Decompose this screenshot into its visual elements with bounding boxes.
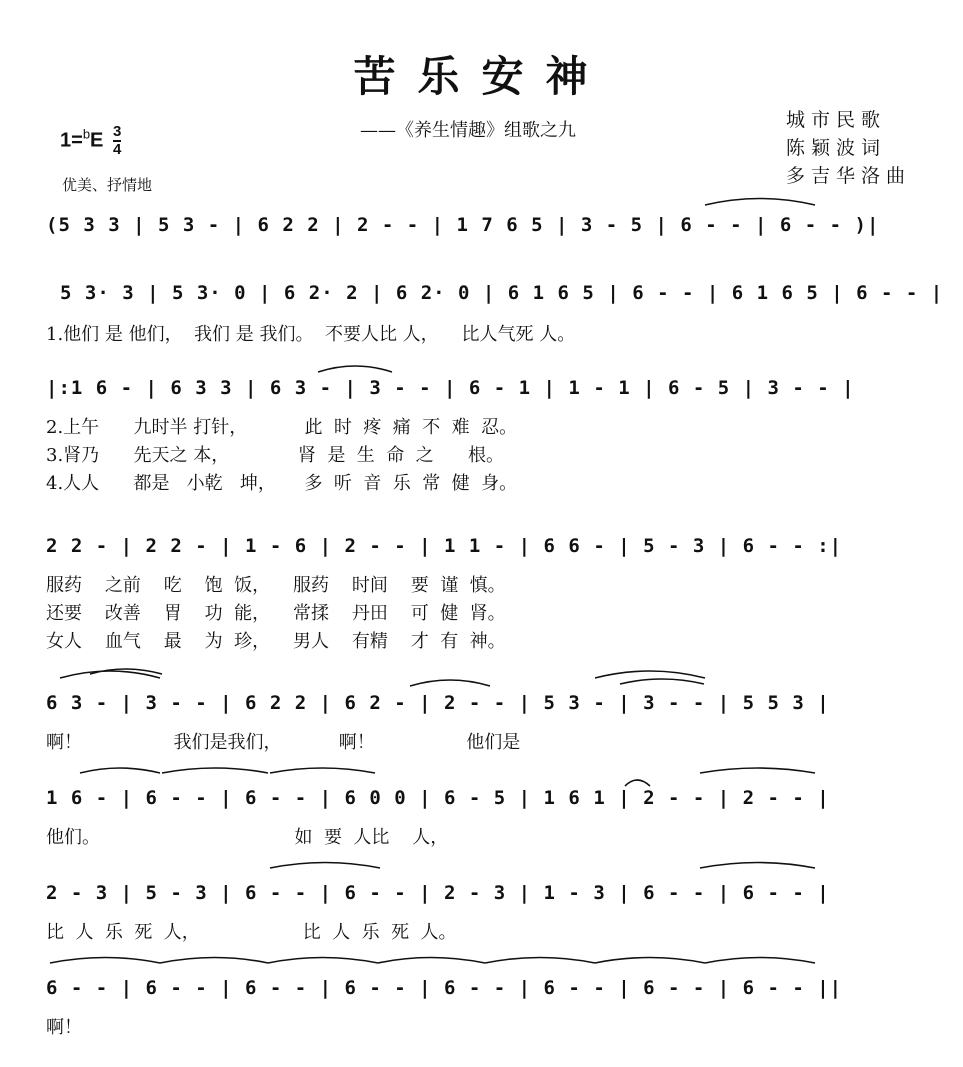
- credit-genre: 城市民歌: [786, 109, 887, 131]
- lyric-line: 他们。 如 要 人比 人，: [46, 827, 449, 848]
- tie: [378, 958, 485, 964]
- lyric-line: 1.他们 是 他们， 我们 是 我们。 不要人比 人， 比人气死 人。: [46, 324, 576, 345]
- credit-lyricist: 陈颖波词: [786, 137, 887, 159]
- key-prefix: 1=: [60, 129, 83, 152]
- notes-line: 1 6 - | 6 - - | 6 - - | 6 0 0 | 6 - 5 | 1 6 1 | 2 - - | 2 - - |: [46, 787, 830, 809]
- lyric-line: 还要 改善 胃 功 能， 常揉 丹田 可 健 肾。: [46, 603, 506, 624]
- notes-line: (5 3 3 | 5 3 - | 6 2 2 | 2 - - | 1 7 6 5 | 3 - 5 | 6 - - | 6 - - )|: [46, 214, 880, 236]
- lyric-line: 比 人 乐 死 人， 比 人 乐 死 人。: [46, 922, 457, 943]
- time-denominator: 4: [112, 141, 122, 158]
- notes-line: |:1 6 - | 6 3 3 | 6 3 - | 3 - - | 6 - 1 | 1 - 1 | 6 - 5 | 3 - - |: [46, 377, 855, 399]
- tie: [270, 768, 375, 773]
- tie: [160, 958, 268, 964]
- notes-line: 2 - 3 | 5 - 3 | 6 - - | 6 - - | 2 - 3 | 1 - 3 | 6 - - | 6 - - |: [46, 882, 830, 904]
- tie: [60, 671, 160, 678]
- notes-line: 5 3· 3 | 5 3· 0 | 6 2· 2 | 6 2· 0 | 6 1 6 5 | 6 - - | 6 1 6 5 | 6 - - |: [60, 282, 944, 304]
- tie: [270, 863, 380, 869]
- song-subtitle: ——《养生情趣》组歌之九: [360, 120, 576, 141]
- tie: [595, 671, 705, 678]
- notes-line: 2 2 - | 2 2 - | 1 - 6 | 2 - - | 1 1 - | 6 6 - | 5 - 3 | 6 - - :|: [46, 535, 843, 557]
- key-letter: E: [90, 129, 104, 152]
- flat-sign: b: [82, 126, 91, 142]
- lyric-line: 4.人人 都是 小乾 坤， 多 听 音 乐 常 健 身。: [46, 473, 518, 494]
- lyric-line: 2.上午 九时半 打针， 此 时 疼 痛 不 难 忍。: [46, 417, 518, 438]
- time-numerator: 3: [112, 123, 122, 140]
- tie: [162, 768, 268, 773]
- notes-line: 6 3 - | 3 - - | 6 2 2 | 6 2 - | 2 - - | 5 3 - | 3 - - | 5 5 3 |: [46, 692, 830, 714]
- lyric-line: 啊！: [46, 1017, 82, 1038]
- tie: [50, 958, 160, 964]
- tie: [318, 366, 392, 372]
- tie: [705, 958, 815, 964]
- tie: [620, 679, 704, 684]
- tie: [485, 958, 595, 964]
- tie: [700, 768, 815, 773]
- credit-composer: 多吉华洛曲: [786, 165, 912, 187]
- tie: [410, 680, 490, 686]
- tempo-marking: 优美、抒情地: [62, 176, 153, 194]
- tie: [625, 780, 650, 786]
- tie: [700, 863, 815, 869]
- tie: [80, 768, 160, 773]
- lyric-line: 服药 之前 吃 饱 饭， 服药 时间 要 谨 慎。: [46, 575, 506, 596]
- song-title: 苦乐安神: [353, 52, 610, 101]
- lyric-line: 女人 血气 最 为 珍， 男人 有精 才 有 神。: [46, 631, 506, 652]
- lyric-line: 3.肾乃 先天之 本， 肾 是 生 命 之 根。: [46, 445, 504, 466]
- lyric-line: 啊！ 我们是我们， 啊！ 他们是: [46, 732, 521, 753]
- tie: [268, 958, 378, 964]
- notes-line: 6 - - | 6 - - | 6 - - | 6 - - | 6 - - | 6 - - | 6 - - | 6 - - ||: [46, 977, 843, 999]
- tie: [705, 199, 815, 206]
- tie: [595, 958, 705, 964]
